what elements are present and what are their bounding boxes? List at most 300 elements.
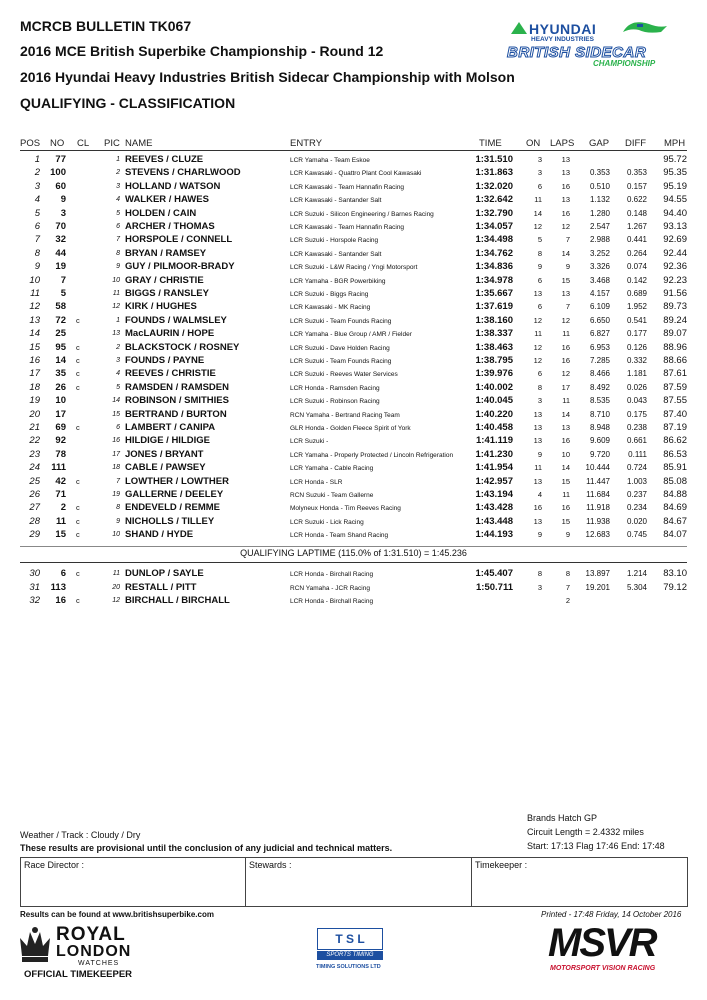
cell-laps: 13 <box>561 423 570 432</box>
cell-pos: 18 <box>29 381 40 393</box>
result-row <box>0 260 707 273</box>
cell-laps: 13 <box>561 289 570 298</box>
cell-pos: 14 <box>29 328 40 340</box>
cell-mph: 88.66 <box>663 355 687 366</box>
tsl-logo <box>313 928 385 976</box>
cell-pic: 19 <box>112 491 120 498</box>
cell-mph: 89.24 <box>663 314 687 326</box>
cell-pos: 10 <box>29 274 40 286</box>
hyundai-word: HYUNDAI <box>529 21 597 37</box>
session-times: Start: 17:13 Flag 17:46 End: 17:48 <box>527 841 665 851</box>
cell-pic: 6 <box>116 424 120 431</box>
cell-entry: LCR Suzuki - <box>290 438 329 446</box>
cell-diff: 0.020 <box>626 516 647 526</box>
cell-no: 7 <box>60 274 66 286</box>
cell-mph: 85.08 <box>663 475 687 487</box>
result-row <box>0 180 707 193</box>
cell-pic: 3 <box>116 182 120 190</box>
cell-cl: c <box>76 342 80 352</box>
cell-diff: 1.952 <box>626 302 647 312</box>
cell-gap: 8.535 <box>589 396 610 406</box>
cell-gap: 3.468 <box>589 275 610 285</box>
cell-name: LOWTHER / LOWTHER <box>125 475 229 487</box>
cell-pos: 1 <box>34 154 40 165</box>
cell-mph: 89.07 <box>663 328 687 340</box>
cell-cl: c <box>76 382 80 392</box>
cell-entry: LCR Honda - Birchall Racing <box>290 571 374 578</box>
cell-name: BLACKSTOCK / ROSNEY <box>125 341 240 353</box>
cell-gap: 6.109 <box>589 302 610 312</box>
cell-on: 13 <box>533 289 542 298</box>
cell-laps: 16 <box>561 208 570 218</box>
cell-name: CABLE / PAWSEY <box>125 462 206 474</box>
cell-time: 1:38.160 <box>475 314 513 326</box>
cell-name: BERTRAND / BURTON <box>125 408 227 420</box>
cell-on: 9 <box>537 530 542 540</box>
cell-time: 1:43.428 <box>475 502 513 514</box>
cell-mph: 84.69 <box>663 502 687 514</box>
cell-mph: 84.88 <box>663 489 687 500</box>
cell-name: GRAY / CHRISTIE <box>125 274 204 286</box>
cell-time: 1:38.463 <box>475 341 513 353</box>
series-title: 2016 Hyundai Heavy Industries British Sidecar Championship with Molson <box>20 69 515 85</box>
cell-laps: 11 <box>562 490 570 499</box>
cell-name: SHAND / HYDE <box>125 529 194 541</box>
cell-mph: 95.72 <box>663 154 687 165</box>
cell-time: 1:40.220 <box>475 408 513 420</box>
stewards-label: Stewards : <box>249 860 292 870</box>
cell-cl: c <box>76 315 80 325</box>
race-director-label: Race Director : <box>24 860 85 870</box>
cell-time: 1:34.978 <box>475 274 513 286</box>
cell-diff: 1.214 <box>626 569 647 578</box>
cell-pic: 10 <box>112 531 120 539</box>
championship-word: CHAMPIONSHIP <box>593 59 656 68</box>
timekeeper-label: Timekeeper : <box>475 860 528 870</box>
cell-time: 1:31.510 <box>475 154 513 165</box>
cell-diff: 0.026 <box>626 382 647 392</box>
result-row <box>0 207 707 220</box>
cell-gap: 9.720 <box>589 449 610 459</box>
cell-no: 17 <box>55 408 66 420</box>
cell-pic: 8 <box>116 504 120 512</box>
cell-diff: 0.111 <box>628 449 647 459</box>
result-row <box>0 408 707 421</box>
cell-pos: 16 <box>29 355 40 366</box>
col-time: TIME <box>479 138 502 149</box>
result-row <box>0 247 707 260</box>
cell-time: 1:34.057 <box>475 221 513 232</box>
cell-on: 5 <box>537 235 542 245</box>
cell-time: 1:41.119 <box>476 435 513 447</box>
cell-gap: 11.938 <box>586 516 610 526</box>
cell-laps: 13 <box>561 195 570 205</box>
cell-diff: 1.267 <box>626 222 647 231</box>
cell-time: 1:34.498 <box>475 234 513 246</box>
cell-name: ENDEVELD / REMME <box>125 502 221 514</box>
cell-pic: 12 <box>112 597 120 604</box>
cell-entry: LCR Kawasaki - Quattro Plant Cool Kawasaki <box>290 170 422 178</box>
cell-no: 32 <box>55 234 66 246</box>
circuit-length: Circuit Length = 2.4332 miles <box>527 827 644 837</box>
cell-no: 100 <box>50 167 66 179</box>
cell-pos: 25 <box>29 475 40 487</box>
cell-mph: 87.55 <box>663 395 687 407</box>
heavy-industries-word: HEAVY INDUSTRIES <box>531 36 594 43</box>
col-mph: MPH <box>664 138 686 149</box>
col-gap: GAP <box>589 138 610 149</box>
cell-pos: 3 <box>34 180 40 192</box>
cell-diff: 0.622 <box>626 195 647 205</box>
cell-name: HILDIGE / HILDIGE <box>125 435 210 447</box>
cell-time: 1:38.337 <box>475 328 513 340</box>
cell-laps: 11 <box>562 329 570 339</box>
cell-entry: LCR Kawasaki - MK Racing <box>290 304 371 312</box>
cell-mph: 94.55 <box>663 194 687 206</box>
qualifying-rule <box>20 546 687 547</box>
msvr-tagline: MOTORSPORT VISION RACING <box>550 965 656 972</box>
cell-diff: 0.441 <box>626 235 647 245</box>
cell-no: 44 <box>55 247 66 259</box>
cell-cl: c <box>76 356 80 365</box>
cell-time: 1:40.045 <box>475 395 513 407</box>
result-row <box>0 287 707 300</box>
cell-on: 6 <box>537 275 542 285</box>
cell-entry: LCR Suzuki - Biggs Racing <box>290 291 369 298</box>
cell-on: 3 <box>537 155 542 164</box>
result-row <box>0 341 707 354</box>
cell-entry: LCR Suzuki - L&W Racing / Yngi Motorsport <box>290 264 418 272</box>
cell-time: 1:44.193 <box>475 529 513 541</box>
cell-on: 13 <box>533 409 542 419</box>
cell-entry: LCR Kawasaki - Team Hannafin Racing <box>290 183 405 191</box>
cell-name: KIRK / HUGHES <box>125 301 197 313</box>
cell-laps: 16 <box>561 342 570 352</box>
cell-cl: c <box>76 503 80 513</box>
cell-mph: 92.69 <box>663 234 687 246</box>
cell-entry: LCR Kawasaki - Santander Salt <box>290 250 382 258</box>
cell-gap: 10.444 <box>585 463 610 473</box>
result-row <box>0 488 707 501</box>
cell-pos: 6 <box>34 221 40 232</box>
cell-pos: 20 <box>29 408 40 420</box>
cell-pic: 2 <box>116 169 120 177</box>
cell-on: 6 <box>537 302 542 312</box>
cell-diff: 0.745 <box>626 530 647 540</box>
cell-name: ROBINSON / SMITHIES <box>125 395 229 407</box>
cell-diff: 0.142 <box>626 275 647 285</box>
cell-time: 1:32.790 <box>475 207 513 219</box>
cell-on: 12 <box>533 222 542 231</box>
cell-name: RAMSDEN / RAMSDEN <box>125 381 229 393</box>
cell-diff: 0.177 <box>626 329 647 339</box>
result-row <box>0 166 707 179</box>
cell-pic: 15 <box>112 410 120 418</box>
cell-laps: 14 <box>561 409 570 419</box>
non-qualifier-row <box>0 594 707 607</box>
result-row <box>0 381 707 394</box>
cell-mph: 89.73 <box>663 301 687 313</box>
col-diff: DIFF <box>625 138 647 149</box>
cell-no: 16 <box>55 595 66 606</box>
cell-laps: 7 <box>565 302 570 312</box>
cell-name: NICHOLLS / TILLEY <box>125 515 215 527</box>
msvr-logo <box>548 921 688 977</box>
cell-entry: LCR Suzuki - Reeves Water Services <box>290 371 398 379</box>
cell-pos: 24 <box>29 462 40 474</box>
cell-pos: 31 <box>29 581 40 593</box>
cell-no: 15 <box>55 529 66 541</box>
cell-laps: 16 <box>561 356 570 365</box>
cell-entry: LCR Honda - Ramsden Racing <box>290 384 380 392</box>
royal-london-logo <box>18 924 158 982</box>
cell-gap: 1.132 <box>589 195 610 205</box>
cell-on: 11 <box>534 329 542 339</box>
cell-laps: 15 <box>561 476 570 486</box>
qualifying-laptime: QUALIFYING LAPTIME (115.0% of 1:31.510) = 1:45.236 <box>240 548 467 558</box>
cell-pos: 4 <box>34 194 40 206</box>
cell-no: 92 <box>55 435 66 447</box>
cell-entry: LCR Yamaha - Blue Group / AMR / Fielder <box>290 331 412 339</box>
cell-diff: 0.175 <box>626 409 647 419</box>
cell-on: 4 <box>537 490 542 499</box>
cell-gap: 8.948 <box>589 423 610 432</box>
cell-laps: 12 <box>561 315 570 325</box>
cell-pic: 1 <box>116 156 120 163</box>
cell-name: GALLERNE / DEELEY <box>125 489 224 500</box>
cell-diff: 1.181 <box>626 369 647 379</box>
cell-no: 72 <box>55 314 66 326</box>
cell-entry: LCR Yamaha - Properly Protected / Lincoln Refrigeration <box>290 451 454 459</box>
cell-time: 1:37.619 <box>475 301 513 313</box>
cell-name: GUY / PILMOOR-BRADY <box>125 261 235 273</box>
cell-entry: RCN Yamaha - Bertrand Racing Team <box>290 411 400 419</box>
cell-pic: 11 <box>112 570 120 577</box>
result-row <box>0 421 707 434</box>
cell-cl: c <box>76 476 80 486</box>
cell-name: LAMBERT / CANIPA <box>125 422 216 433</box>
cell-gap: 0.510 <box>589 181 610 191</box>
british-sidecar-word: BRITISH SIDECAR <box>507 44 647 61</box>
cell-gap: 8.466 <box>589 369 610 379</box>
cell-pic: 7 <box>116 477 120 485</box>
cell-entry: Molyneux Honda - Tim Reeves Racing <box>290 505 401 513</box>
cell-diff: 0.234 <box>626 503 647 513</box>
cell-gap: 8.492 <box>589 382 610 392</box>
cell-entry: LCR Honda - SLR <box>290 478 343 486</box>
cell-entry: LCR Kawasaki - Team Hannafin Racing <box>290 224 405 231</box>
cell-on: 3 <box>537 396 542 406</box>
cell-name: STEVENS / CHARLWOOD <box>125 167 241 179</box>
cell-entry: RCN Yamaha - JCR Racing <box>290 584 370 592</box>
cell-no: 78 <box>55 448 66 460</box>
tsl-full-name: TIMING SOLUTIONS LTD <box>316 964 381 970</box>
cell-on: 3 <box>537 582 542 592</box>
provisional-note: These results are provisional until the conclusion of any judicial and technical matters. <box>20 843 393 853</box>
cell-on: 12 <box>533 356 542 365</box>
cell-diff: 1.003 <box>626 476 647 486</box>
cell-gap: 11.918 <box>586 503 610 513</box>
cell-no: 111 <box>51 462 66 474</box>
cell-mph: 79.12 <box>663 581 687 593</box>
cell-mph: 87.19 <box>663 422 687 433</box>
cell-pos: 23 <box>29 448 40 460</box>
cell-time: 1:43.448 <box>475 515 513 527</box>
cell-pic: 18 <box>112 464 120 472</box>
cell-diff: 0.689 <box>626 289 647 298</box>
result-row <box>0 461 707 474</box>
cell-pos: 21 <box>29 422 40 433</box>
cell-diff: 0.353 <box>626 168 647 178</box>
cell-entry: LCR Suzuki - Lick Racing <box>290 518 364 526</box>
non-qualifier-row <box>0 567 707 580</box>
cell-gap: 4.157 <box>589 289 610 298</box>
cell-name: RESTALL / PITT <box>125 581 197 593</box>
cell-pic: 9 <box>116 263 120 271</box>
col-name: NAME <box>125 138 153 149</box>
cell-on: 13 <box>533 423 542 432</box>
cell-no: 113 <box>50 581 66 593</box>
cell-pos: 29 <box>29 529 40 541</box>
cell-no: 6 <box>60 568 66 579</box>
cell-time: 1:40.002 <box>475 381 513 393</box>
cell-pic: 13 <box>112 330 120 338</box>
cell-mph: 87.59 <box>663 381 687 393</box>
cell-pos: 13 <box>29 314 40 326</box>
cell-pic: 8 <box>116 249 120 257</box>
cell-no: 58 <box>55 301 66 313</box>
results-website: Results can be found at www.britishsuperbike.com <box>20 910 214 919</box>
cell-laps: 17 <box>561 382 570 392</box>
result-row <box>0 314 707 327</box>
cell-pos: 11 <box>30 288 40 299</box>
cell-entry: LCR Suzuki - Dave Holden Racing <box>290 344 390 352</box>
cell-entry: LCR Yamaha - BGR Powerbiking <box>290 277 386 285</box>
cell-laps: 16 <box>561 181 570 191</box>
cell-entry: LCR Suzuki - Team Founds Racing <box>290 317 392 325</box>
col-on: ON <box>526 138 541 149</box>
cell-name: MacLAURIN / HOPE <box>125 328 215 340</box>
cell-pic: 14 <box>112 397 120 405</box>
col-pic: PIC <box>104 138 120 149</box>
result-row <box>0 354 707 367</box>
cell-laps: 11 <box>562 396 570 406</box>
cell-on: 16 <box>533 503 542 513</box>
cell-name: HOLDEN / CAIN <box>125 207 197 219</box>
cell-pic: 4 <box>116 196 120 204</box>
cell-on: 9 <box>537 262 542 272</box>
cell-name: BIRCHALL / BIRCHALL <box>125 595 230 606</box>
cell-gap: 11.447 <box>586 476 610 486</box>
cell-entry: LCR Yamaha - Team Eskoe <box>290 157 370 164</box>
london-word: LONDON <box>56 943 132 960</box>
col-pos: POS <box>20 138 41 149</box>
cell-on: 11 <box>534 463 542 473</box>
cell-no: 14 <box>55 355 66 366</box>
cell-entry: LCR Honda - Birchall Racing <box>290 598 374 605</box>
cell-on: 8 <box>537 248 542 258</box>
printed-timestamp: Printed - 17:48 Friday, 14 October 2016 <box>541 910 682 919</box>
cell-laps: 14 <box>561 463 570 473</box>
cell-diff: 0.148 <box>626 208 647 218</box>
result-row <box>0 300 707 313</box>
cell-pic: 1 <box>116 316 120 324</box>
cell-no: 60 <box>55 180 66 192</box>
cell-on: 6 <box>537 369 542 379</box>
cell-cl: c <box>76 530 80 540</box>
cell-name: BIGGS / RANSLEY <box>125 288 209 299</box>
cell-gap: 19.201 <box>585 582 610 592</box>
cell-on: 13 <box>533 436 542 446</box>
cell-diff: 0.126 <box>626 342 647 352</box>
cell-name: BRYAN / RAMSEY <box>125 247 207 259</box>
cell-time: 1:39.976 <box>475 368 513 380</box>
cell-mph: 94.40 <box>663 207 687 219</box>
cell-gap: 6.650 <box>589 315 610 325</box>
cell-on: 8 <box>537 569 542 578</box>
cell-laps: 9 <box>565 530 570 540</box>
cell-diff: 0.157 <box>626 181 647 191</box>
result-row <box>0 528 707 541</box>
cell-time: 1:35.667 <box>475 288 513 299</box>
result-row <box>0 394 707 407</box>
cell-name: DUNLOP / SAYLE <box>125 568 204 579</box>
cell-pic: 2 <box>116 343 120 351</box>
cell-no: 77 <box>55 154 66 165</box>
cell-entry: LCR Suzuki - Silicon Engineering / Barnes Racing <box>290 210 434 218</box>
cell-entry: LCR Suzuki - Horspole Racing <box>290 237 379 245</box>
cell-gap: 6.827 <box>589 329 610 339</box>
cell-name: ARCHER / THOMAS <box>125 221 215 232</box>
cell-on: 8 <box>537 382 542 392</box>
header-rule <box>20 150 687 151</box>
result-row <box>0 233 707 246</box>
cell-name: FOUNDS / PAYNE <box>125 355 205 366</box>
cell-pic: 6 <box>116 223 120 230</box>
cell-mph: 84.07 <box>663 529 687 541</box>
cell-time: 1:32.020 <box>475 180 513 192</box>
cell-entry: RCN Suzuki - Team Gallerne <box>290 492 374 499</box>
cell-pos: 32 <box>29 595 40 606</box>
watches-word: WATCHES <box>78 960 120 967</box>
result-row <box>0 501 707 514</box>
stewards-cell <box>245 858 471 906</box>
cell-diff: 0.237 <box>626 490 647 499</box>
cell-time: 1:40.458 <box>475 422 513 433</box>
cell-pos: 17 <box>29 368 40 380</box>
cell-laps: 7 <box>565 582 570 592</box>
cell-no: 35 <box>55 368 66 380</box>
cell-mph: 86.53 <box>663 448 687 460</box>
cell-time: 1:31.863 <box>475 167 513 179</box>
cell-time: 1:38.795 <box>475 355 513 366</box>
cell-on: 14 <box>533 208 542 218</box>
cell-gap: 12.683 <box>585 530 610 540</box>
result-row <box>0 367 707 380</box>
cell-on: 9 <box>537 449 542 459</box>
royal-word: ROYAL <box>56 924 126 945</box>
cell-gap: 0.353 <box>589 168 610 178</box>
dnq-rule <box>20 562 687 563</box>
cell-pic: 5 <box>116 383 120 391</box>
cell-mph: 84.67 <box>663 515 687 527</box>
cell-pic: 7 <box>116 236 120 244</box>
cell-mph: 95.19 <box>663 180 687 192</box>
cell-mph: 87.40 <box>663 408 687 420</box>
cell-diff: 0.238 <box>626 423 647 432</box>
cell-laps: 7 <box>565 235 570 245</box>
cell-pos: 19 <box>29 395 40 407</box>
